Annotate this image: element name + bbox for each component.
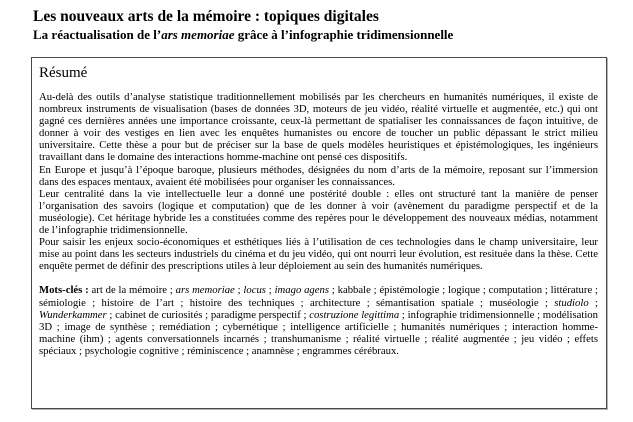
abstract-heading: Résumé xyxy=(39,65,88,81)
abstract-paragraph: Pour saisir les enjeux socio-économiques et esthétiques liés à l’utilisation de ces technologies dans le champ universitaire, leur mise au point dans les secteurs industriels du cinéma et du jeu vidéo, qui ont nourri leur évolution, est resituée dans la thèse. Cette enquête permet de définir des prescriptions utiles à leur déploiement au sein des humanités numériques. xyxy=(39,236,598,273)
abstract-paragraph: Leur centralité dans la vie intellectuelle leur a donné une postérité double : elles ont structuré tant la manière de penser l’organisation des savoirs (logique et computation) que de les donner à voir (avènement du paradigme perspectif et de la muséologie). Cet héritage hybride les a constituées comme des repères pour le développement des nouveaux médias, notamment de l’infographie tridimensionnelle. xyxy=(39,187,598,237)
abstract-box xyxy=(31,57,607,409)
abstract-paragraph: Au-delà des outils d’analyse statistique traditionnellement mobilisés par les chercheurs en humanités numériques, il existe de nombreux instruments de visualisation (bases de données 3D, moteurs de jeu vidéo, réalité virtuelle et augmentée, etc.) qui ont gagné ces dernières années une importance croissante, ceux-là permettant de spatialiser les connaissances de façon intuitive, de donner à voir des vestiges en lien avec les enquêtes humanistes ou encore de toucher un public dépassant le strict milieu universitaire. Cette thèse a pour but de préciser sur la base de quels modèles heuristiques et épistémologiques, les ingénieurs travaillant dans le domaine des interactions homme-machine ont pensé ces dispositifs. xyxy=(39,91,598,164)
abstract-paragraphs xyxy=(39,91,598,272)
document-title: Les nouveaux arts de la mémoire : topiques digitales xyxy=(33,8,379,25)
keywords-paragraph xyxy=(39,284,598,357)
abstract-paragraph: En Europe et jusqu’à l’époque baroque, plusieurs méthodes, désignées du nom d’arts de la mémoire, reposant sur l’immersion dans des espaces mentaux, avaient été mobilisées pour organiser les connaissances. xyxy=(39,163,598,188)
keywords-text: art de la mémoire ; ars memoriae ; locus ; imago agens ; kabbale ; épistémologie ; logique ; computation ; littérature ; sémiologie ; histoire de l’art ; histoire des techniques ; architecture ; sémantisation spatiale ; muséologie ; studiolo ; Wunderkammer ; cabinet de curiosités ; paradigme perspectif ; costruzione legittima ; infographie tridimensionnelle ; modélisation 3D ; image de synthèse ; remédiation ; cybernétique ; intelligence artificielle ; humanités numériques ; interaction homme-machine (ihm) ; agents conversationnels incarnés ; transhumanisme ; réalité virtuelle ; réalité augmentée ; jeu vidéo ; effets spéciaux ; psychologie cognitive ; réminiscence ; anamnèse ; engrammes cérébraux. xyxy=(39,284,598,357)
document-subtitle: La réactualisation de l’ars memoriae grâce à l’infographie tridimensionnelle xyxy=(33,27,454,42)
keywords-label: Mots-clés : xyxy=(39,284,89,297)
